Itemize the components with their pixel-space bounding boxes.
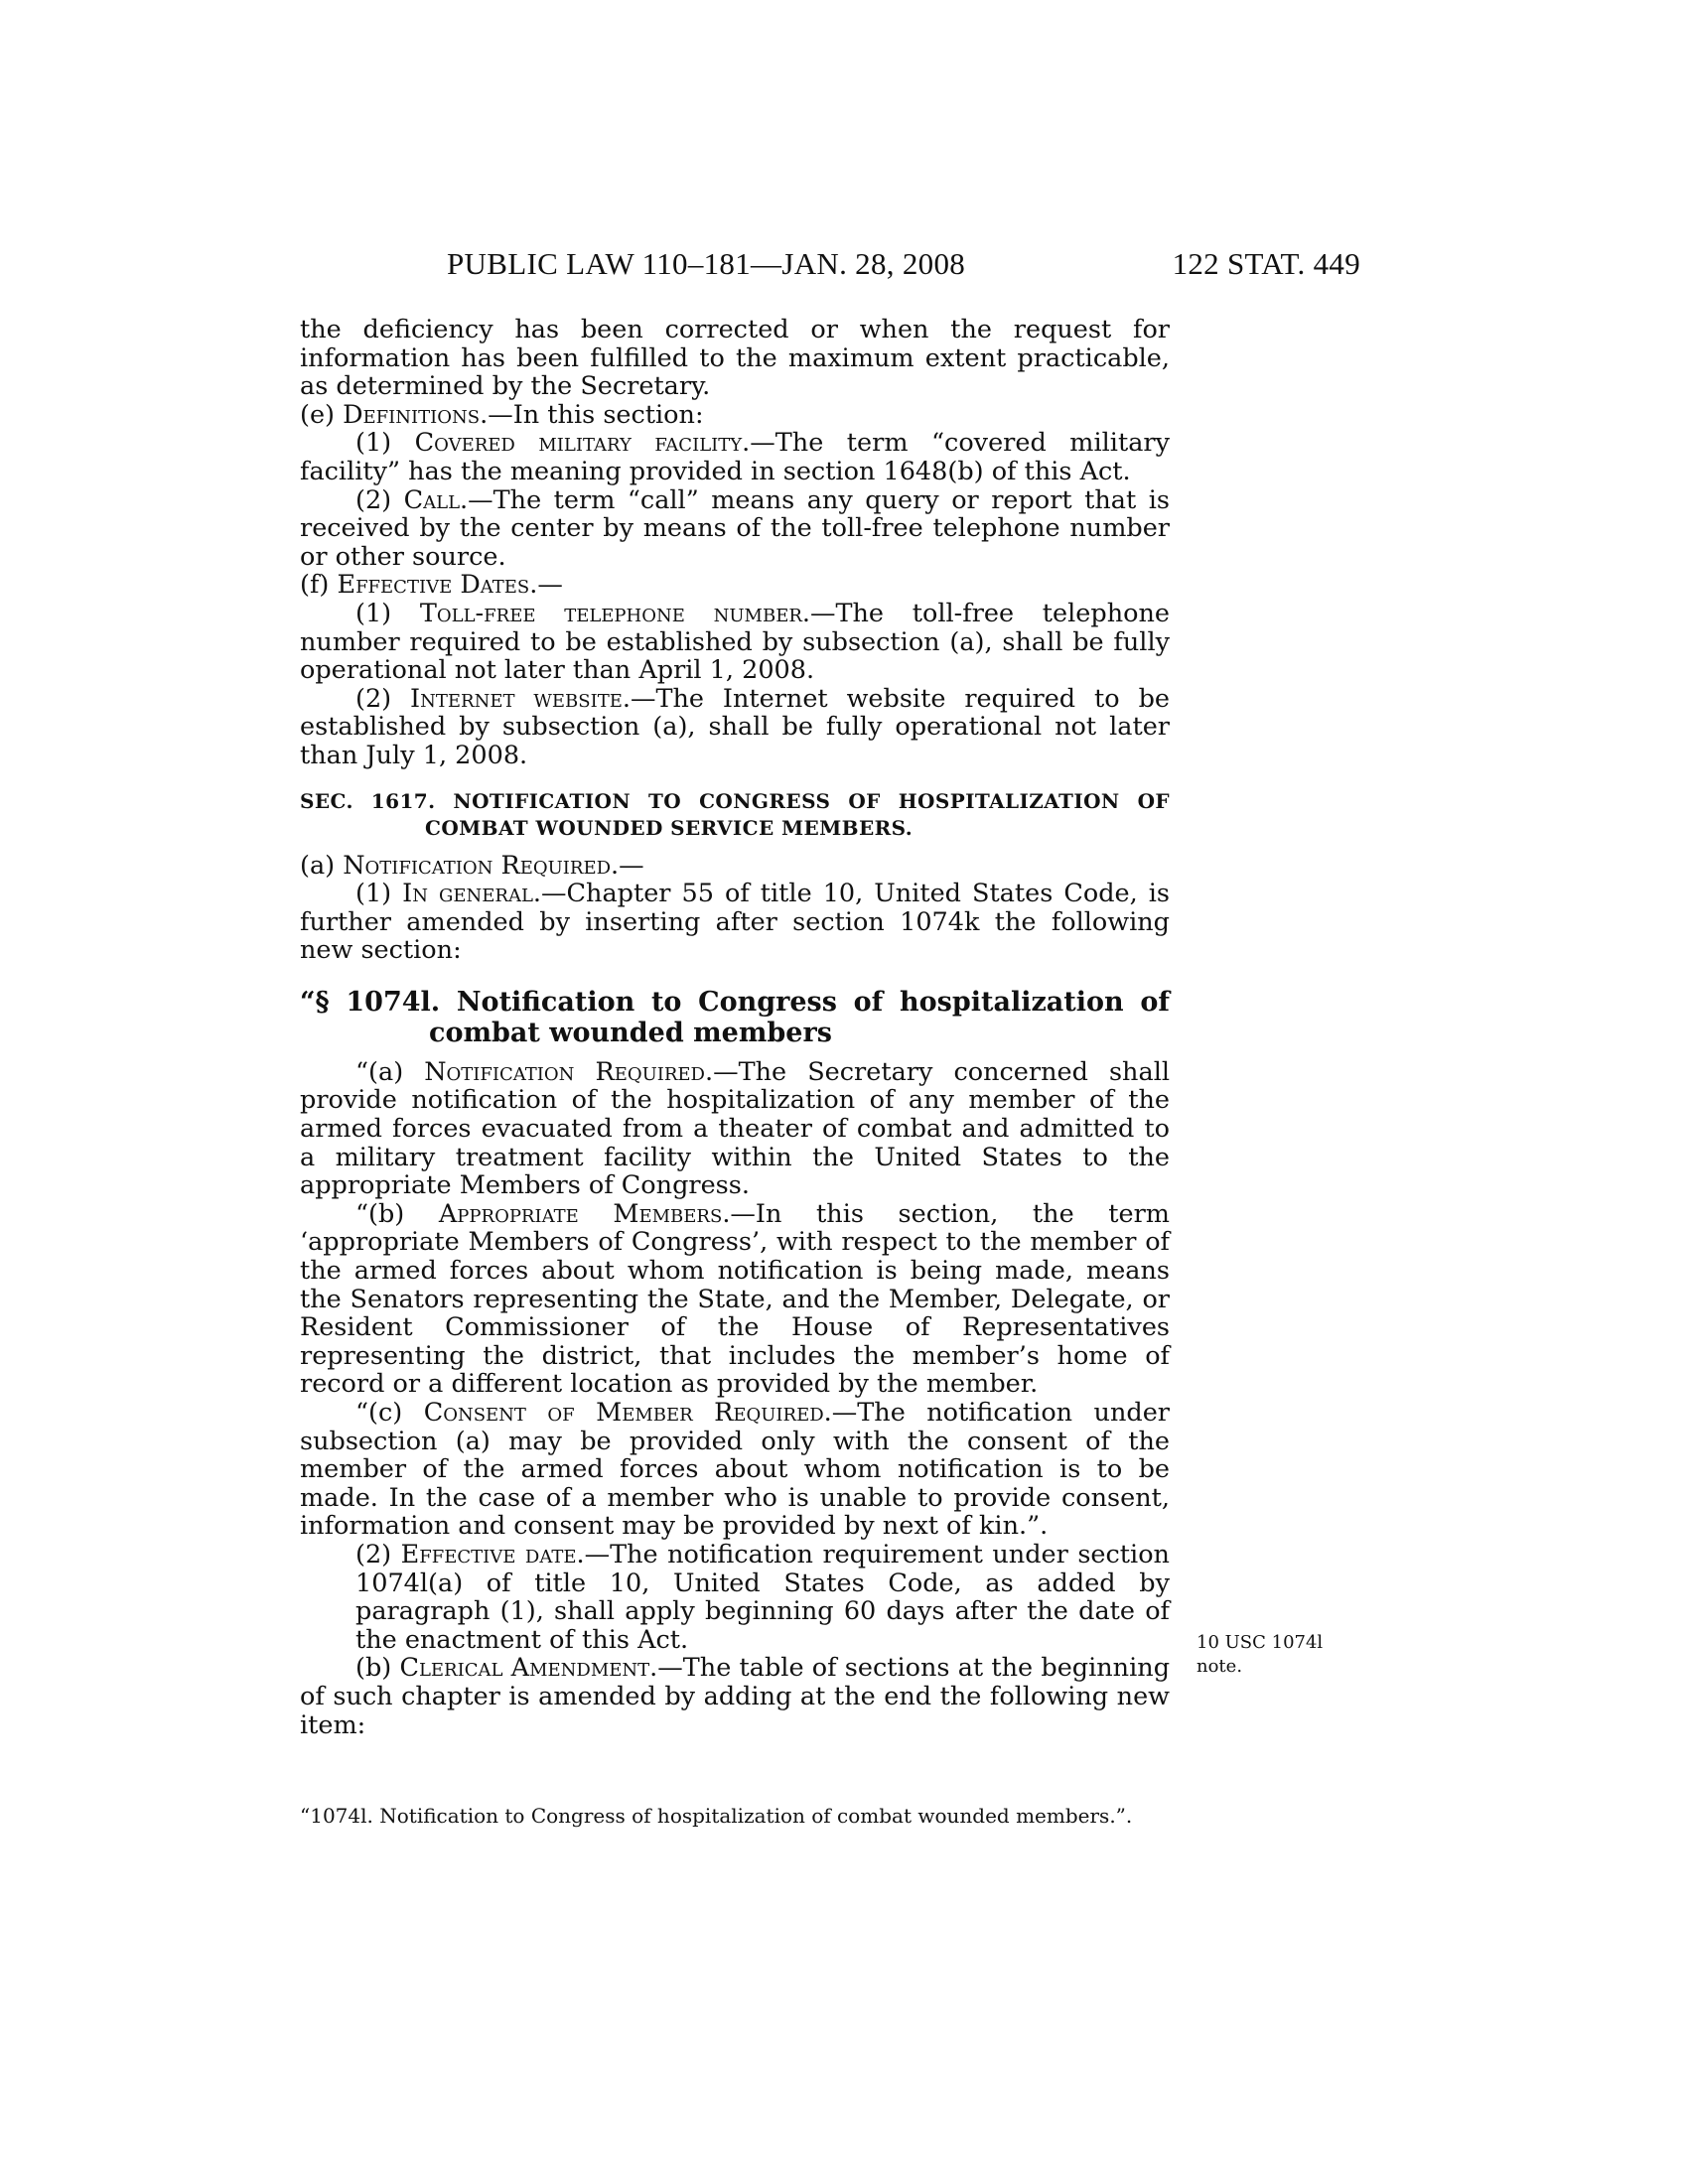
stat-page-number: 122 STAT. 449 <box>1172 246 1360 281</box>
paragraph-a2-heading: Effective date <box>400 1539 577 1570</box>
public-law-title: PUBLIC LAW 110–181—JAN. 28, 2008 <box>447 246 966 281</box>
paragraph-e1-text: .—The term “covered military facility” has the meaning provided in section 1648(b) of this Act. <box>300 428 1170 486</box>
subsection-a <box>300 852 1170 881</box>
paragraph-e1-heading: Covered military facility <box>414 428 743 459</box>
subsection-f-label: (f) <box>300 570 338 601</box>
margin-note-suffix: note. <box>1196 1656 1243 1677</box>
quoted-subsection-a-heading: Notification Required <box>424 1056 705 1087</box>
subsection-a-heading: Notification Required <box>343 850 612 881</box>
paragraph-e2-text: .—The term “call” means any query or report that is received by the center by means of the toll-free telephone number or other source. <box>300 484 1170 572</box>
paragraph-a1-label: (1) <box>355 879 403 909</box>
quoted-subsection-a <box>300 1058 1170 1200</box>
subsection-f-text: .— <box>529 570 563 601</box>
paragraph-a1 <box>300 880 1170 965</box>
main-text <box>300 316 1170 1739</box>
quoted-subsection-c-label: “(c) <box>355 1398 424 1428</box>
quoted-subsection-a-label: “(a) <box>355 1056 425 1087</box>
subsection-e-label: (e) <box>300 399 344 430</box>
margin-note-citation: 10 USC 1074l <box>1196 1632 1324 1653</box>
subsection-b-heading: Clerical Amendment <box>399 1653 650 1684</box>
subsection-b-text: .—The table of sections at the beginning of such chapter is amended by adding at the end the following new item: <box>300 1653 1171 1740</box>
paragraph-f2-label: (2) <box>355 683 411 714</box>
quoted-subsection-b-heading: Appropriate Members <box>438 1198 723 1229</box>
section-1617-heading: SEC. 1617. NOTIFICATION TO CONGRESS OF HOSPITALIZATION OF COMBAT WOUNDED SERVICE MEMBERS. <box>300 788 1170 840</box>
quoted-subsection-a-text: .—The Secretary concerned shall provide notification of the hospitalization of any member of the armed forces evacuated from a theater of combat and admitted to a military treatment facility within the United States to the appropriate Members of Congress. <box>300 1056 1170 1201</box>
paragraph-a2-label: (2) <box>355 1539 401 1570</box>
subsection-e-heading: Definitions <box>343 399 481 430</box>
paragraph-f1 <box>300 600 1170 685</box>
paragraph-f2-heading: Internet website <box>410 683 623 714</box>
paragraph-continuation: the deficiency has been corrected or when the request for information has been fulfilled to the maximum extent practicable, as determined by the Secretary. <box>300 315 1170 402</box>
subsection-a-label: (a) <box>300 850 344 881</box>
paragraph-f2-text: .—The Internet website required to be established by subsection (a), shall be fully operational not later than July 1, 2008. <box>300 683 1170 770</box>
paragraph-a1-text: .—Chapter 55 of title 10, United States Code, is further amended by inserting after section 1074k the following new section: <box>300 879 1171 966</box>
paragraph-a2-text: .—The notification requirement under section 1074l(a) of title 10, United States Code, as added by paragraph (1), shall apply beginning 60 days after the date of the enactment of this Act. <box>355 1539 1170 1655</box>
quoted-subsection-c <box>300 1399 1170 1541</box>
subsection-a-text: .— <box>611 850 644 881</box>
paragraph-a2 <box>300 1541 1170 1654</box>
paragraph-f2 <box>300 685 1170 770</box>
paragraph-a1-heading: In general <box>402 879 533 909</box>
paragraph-e2-label: (2) <box>355 484 404 515</box>
quoted-subsection-c-heading: Consent of Member Required <box>423 1398 824 1428</box>
paragraph-f1-label: (1) <box>355 598 420 628</box>
subsection-b-label: (b) <box>355 1653 400 1684</box>
paragraph-f1-heading: Toll-free telephone number <box>419 598 802 628</box>
quoted-subsection-b-text: .—In this section, the term ‘appropriate Members of Congress’, with respect to the member of the armed forces about whom notification is being made, means the Senators representing the State, and the Member, Delegate, or Resident Commissioner of the House of Representatives representing the district, that includes the member’s home of record or a different location as provided by the member. <box>300 1198 1170 1400</box>
quoted-subsection-b <box>300 1200 1170 1399</box>
paragraph-f1-text: .—The toll-free telephone number required to be established by subsection (a), shall be fully operational not later than April 1, 2008. <box>300 598 1171 686</box>
paragraph-e1 <box>300 429 1170 485</box>
quoted-subsection-b-label: “(b) <box>355 1198 439 1229</box>
paragraph-e1-label: (1) <box>355 428 415 459</box>
subsection-e <box>300 401 1170 430</box>
table-of-sections-item: “1074l. Notification to Congress of hospitalization of combat wounded members.”. <box>300 1804 1133 1828</box>
subsection-b <box>300 1654 1170 1739</box>
section-1074l-title: “§ 1074l. Notification to Congress of hospitalization of combat wounded members <box>300 986 1170 1048</box>
subsection-f <box>300 571 1170 600</box>
paragraph-e2-heading: Call <box>403 484 461 515</box>
subsection-e-text: .—In this section: <box>480 399 704 430</box>
subsection-f-heading: Effective Dates <box>337 570 530 601</box>
paragraph-e2 <box>300 486 1170 572</box>
margin-note <box>1196 1631 1336 1679</box>
page-header <box>298 246 1360 290</box>
quoted-subsection-c-text: .—The notification under subsection (a) may be provided only with the consent of the member of the armed forces about whom notification is to be made. In the case of a member who is unable to provide consent, information and consent may be provided by next of kin.”. <box>300 1398 1170 1542</box>
